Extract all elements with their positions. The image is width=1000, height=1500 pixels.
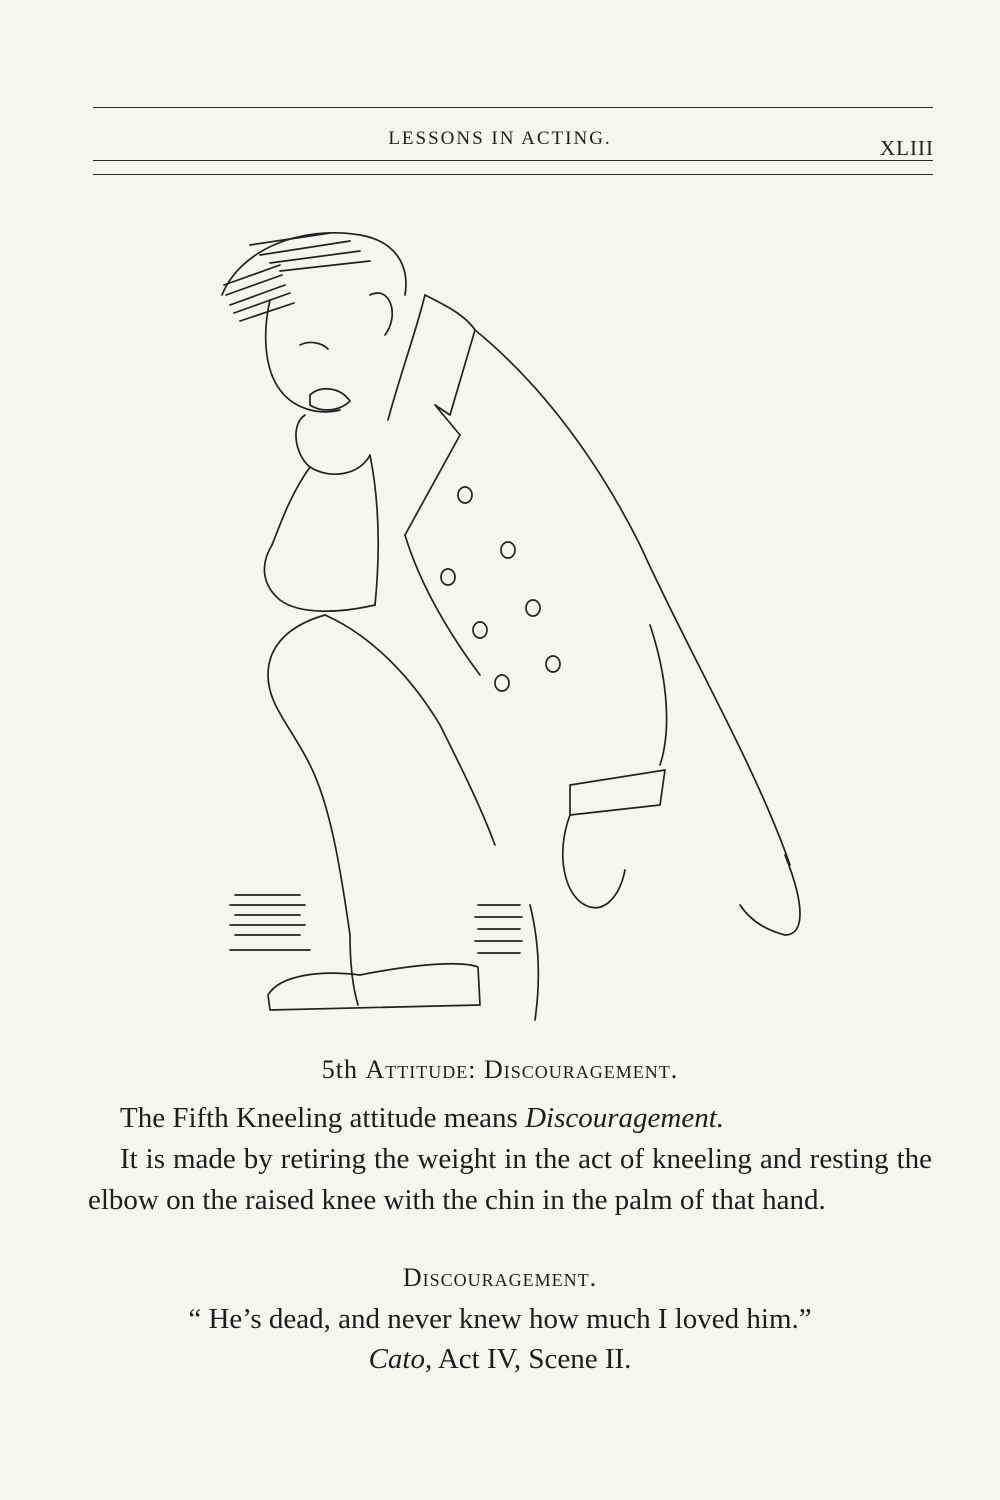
caption-title: Discouragement. (483, 1055, 679, 1084)
source-act-scene: Act IV, Scene II. (432, 1343, 632, 1375)
header-rule-bottom (93, 174, 933, 175)
paragraph-definition-text: The Fifth Kneeling attitude means (120, 1102, 526, 1134)
example-heading: Discouragement. (402, 1263, 598, 1292)
source-play-title: Cato, (368, 1343, 433, 1375)
page-number: XLIII (880, 136, 934, 160)
header-rule-middle (93, 160, 933, 161)
paragraph-instructions: It is made by retiring the weight in the act of kneeling and resting the elbow on the raised knee with the chin in the palm of that hand. (88, 1143, 932, 1216)
paragraph-definition (88, 1098, 932, 1139)
kneeling-man-drawing (210, 205, 830, 1045)
example-source (0, 1343, 1000, 1376)
paragraph-definition-emphasis: Discouragement. (525, 1102, 725, 1134)
kneeling-figure-illustration (210, 205, 830, 1045)
header-rule-top (93, 107, 933, 108)
example-quote: “ He’s dead, and never knew how much I loved him.” (188, 1303, 812, 1335)
caption-number: 5th (321, 1055, 358, 1084)
caption-label: Attitude: (365, 1055, 477, 1084)
figure-caption (0, 1055, 1000, 1085)
running-title: LESSONS IN ACTING. (388, 128, 612, 149)
